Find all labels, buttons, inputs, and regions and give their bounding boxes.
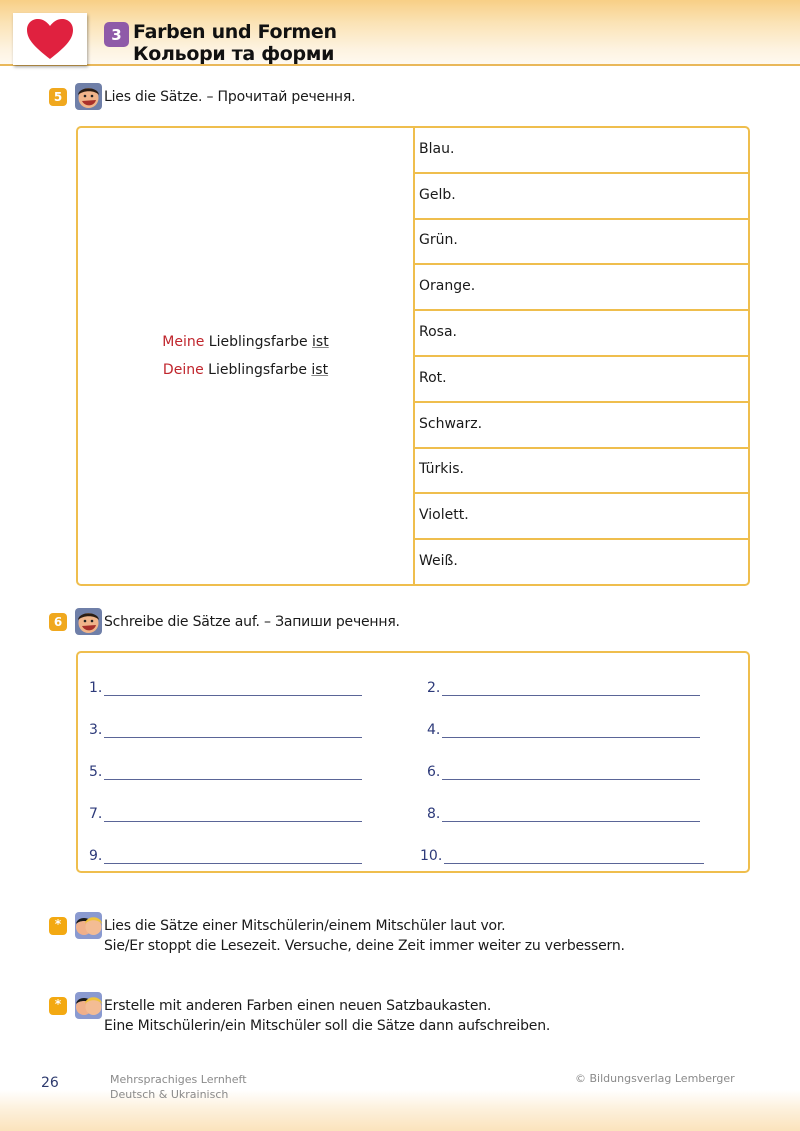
writing-line-3[interactable] [89, 722, 362, 738]
extra-task-1-line-1: Lies die Sätze einer Mitschülerin/einem Mitschüler laut vor. [104, 918, 506, 934]
two-children-icon [75, 912, 102, 939]
line-number: 2. [427, 680, 441, 696]
extra-task-badge: * [49, 917, 67, 935]
color-cell: Rot. [415, 357, 748, 403]
blank-line[interactable] [442, 808, 700, 822]
noun-phrase: Lieblingsfarbe [203, 362, 312, 378]
blank-line[interactable] [104, 850, 362, 864]
task-5-text: Lies die Sätze. – Прочитай речення. [104, 89, 356, 105]
blank-line[interactable] [442, 682, 700, 696]
noun-phrase: Lieblingsfarbe [204, 334, 313, 350]
blank-line[interactable] [104, 766, 362, 780]
writing-line-4[interactable] [427, 722, 700, 738]
line-number: 9. [89, 848, 103, 864]
chapter-logo [13, 13, 87, 65]
header-divider [0, 64, 800, 66]
color-cell: Rosa. [415, 311, 748, 357]
color-cell: Gelb. [415, 174, 748, 220]
extra-task-2-text [104, 996, 550, 1036]
blank-line[interactable] [104, 682, 362, 696]
extra-task-1-line-2: Sie/Er stoppt die Lesezeit. Versuche, deine Zeit immer weiter zu verbessern. [104, 938, 625, 954]
child-avatar-icon [75, 608, 102, 635]
extra-task-2-line-1: Erstelle mit anderen Farben einen neuen Satzbaukasten. [104, 998, 492, 1014]
extra-task-badge: * [49, 997, 67, 1015]
color-cell: Grün. [415, 220, 748, 266]
task-number-badge: 6 [49, 613, 67, 631]
writing-line-6[interactable] [427, 764, 700, 780]
blank-line[interactable] [444, 850, 704, 864]
color-cell: Weiß. [419, 553, 458, 570]
subject-word: Deine [162, 362, 204, 378]
writing-line-2[interactable] [427, 680, 700, 696]
writing-line-10[interactable] [420, 848, 704, 864]
writing-line-9[interactable] [89, 848, 362, 864]
color-cell: Orange. [415, 265, 748, 311]
sentence-start-line-2 [163, 356, 328, 384]
writing-line-1[interactable] [89, 680, 362, 696]
line-number: 10. [420, 848, 443, 864]
page-number: 26 [41, 1075, 59, 1091]
heart-icon [26, 18, 74, 60]
color-cell: Türkis. [415, 449, 748, 495]
blank-line[interactable] [104, 808, 362, 822]
task-6-text: Schreibe die Sätze auf. – Запиши речення. [104, 614, 400, 630]
subject-word: Meine [162, 334, 205, 350]
chapter-title [133, 21, 337, 65]
color-cell: Violett. [415, 494, 748, 540]
task-number-badge: 5 [49, 88, 67, 106]
extra-task-1 [49, 916, 625, 956]
line-number: 3. [89, 722, 103, 738]
sentence-start-line-1 [162, 328, 328, 356]
book-title-line-1: Mehrsprachiges Lernheft [110, 1073, 247, 1086]
writing-line-5[interactable] [89, 764, 362, 780]
child-avatar-icon [75, 83, 102, 110]
line-number: 7. [89, 806, 103, 822]
line-number: 5. [89, 764, 103, 780]
book-title-line-2: Deutsch & Ukrainisch [110, 1088, 229, 1101]
color-cell: Schwarz. [415, 403, 748, 449]
blank-line[interactable] [104, 724, 362, 738]
extra-task-2-line-2: Eine Mitschülerin/ein Mitschüler soll die Sätze dann aufschreiben. [104, 1018, 551, 1034]
writing-line-8[interactable] [427, 806, 700, 822]
book-title [110, 1072, 247, 1102]
sentence-start-cell [78, 128, 415, 584]
color-cell: Blau. [415, 128, 748, 174]
blank-line[interactable] [442, 766, 700, 780]
sentence-builder-table [76, 126, 750, 586]
blank-line[interactable] [442, 724, 700, 738]
chapter-number-badge: 3 [104, 22, 129, 47]
writing-line-7[interactable] [89, 806, 362, 822]
verb-word: ist [311, 362, 329, 378]
color-column [415, 128, 748, 584]
verb-word: ist [312, 334, 329, 350]
line-number: 1. [89, 680, 103, 696]
extra-task-2 [49, 996, 550, 1036]
task-5-instruction [49, 87, 355, 110]
chapter-title-uk: Кольори та форми [133, 43, 335, 65]
two-children-icon [75, 992, 102, 1019]
task-6-instruction [49, 612, 400, 635]
copyright-notice: © Bildungsverlag Lemberger [575, 1072, 735, 1085]
line-number: 8. [427, 806, 441, 822]
extra-task-1-text [104, 916, 625, 956]
chapter-title-de: Farben und Formen [133, 21, 337, 43]
line-number: 4. [427, 722, 441, 738]
line-number: 6. [427, 764, 441, 780]
